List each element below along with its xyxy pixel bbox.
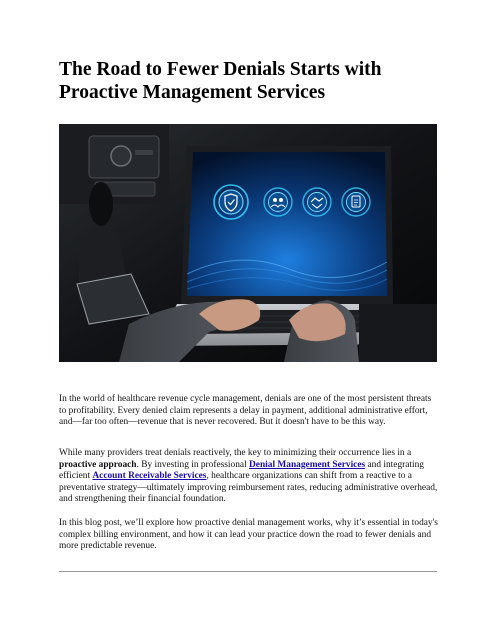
proactive-text-1: While many providers treat denials reactively, the key to minimizing their occurrence lies in a — [59, 448, 412, 458]
horizontal-rule — [59, 571, 437, 572]
blog-summary-paragraph — [59, 518, 439, 553]
summary-text: In this blog post, we’ll explore how proactive denial management works, why it’s essential in today's complex billing environment, and how it can lead your practice down the road to fewer denials and more predictable revenue. — [59, 518, 438, 552]
hero-image — [59, 124, 437, 362]
proactive-approach-bold: proactive approach — [59, 459, 137, 470]
proactive-text-4: , healthcare organizations can shift from a reactive to a preventative strategy—ultimately improving reimbursement rates, reducing administrative overhead, and strengthening their financial foundation. — [59, 471, 438, 505]
proactive-text-3: and integrating efficient — [59, 459, 424, 482]
article-title: The Road to Fewer Denials Starts with Proactive Management Services — [59, 59, 382, 103]
account-receivable-link[interactable]: Account Receivable Services — [92, 471, 207, 482]
proactive-paragraph — [59, 448, 439, 506]
denial-management-link[interactable]: Denial Management Services — [249, 459, 366, 470]
intro-text: In the world of healthcare revenue cycle management, denials are one of the most persistent threats to profitability. Every denied claim represents a delay in payment, additional administrative effort, and—far too often—revenue that is never recovered. But it doesn't have to be this way. — [59, 394, 432, 428]
proactive-text-2: . By investing in professional — [136, 459, 250, 470]
intro-paragraph — [59, 394, 439, 429]
